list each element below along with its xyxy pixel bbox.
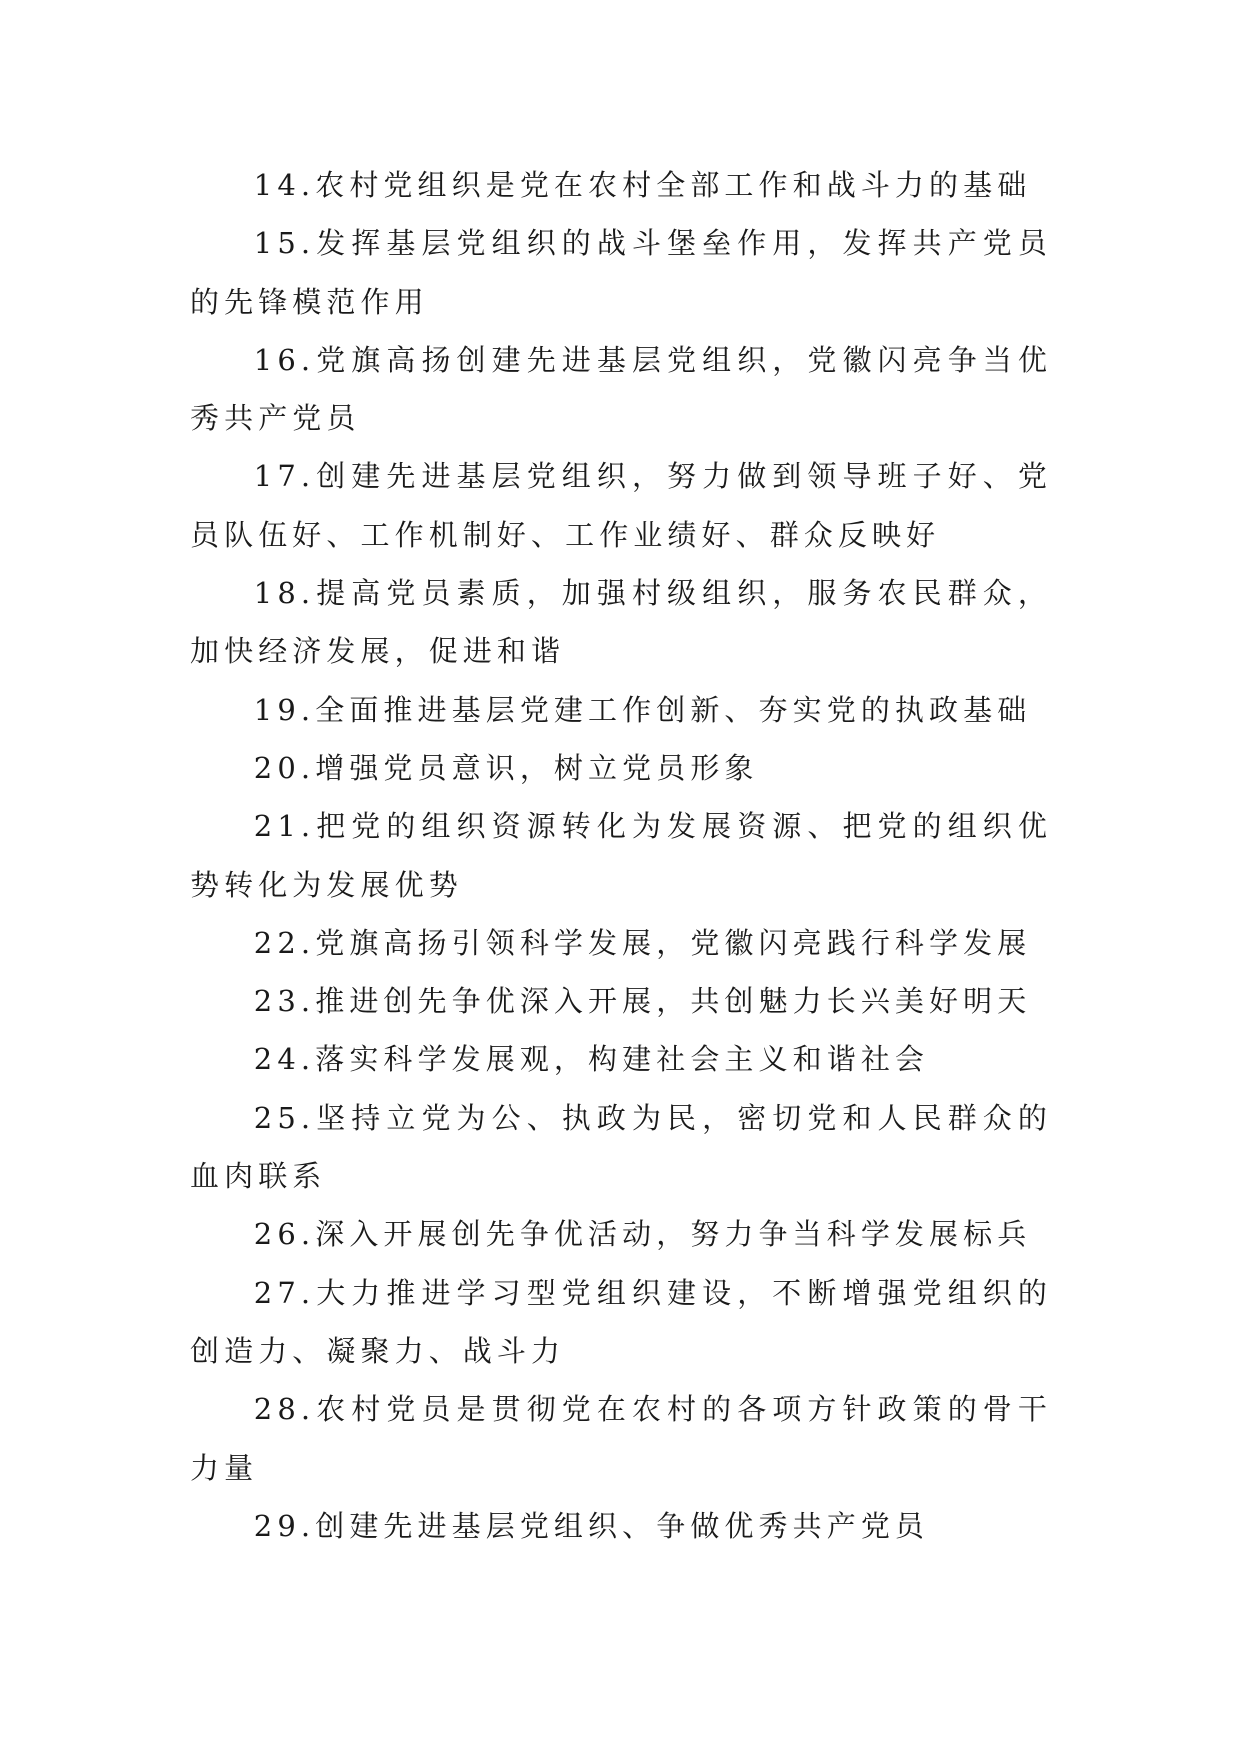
slogan-item-24: 24.落实科学发展观，构建社会主义和谐社会 (253, 1042, 930, 1077)
slogan-item-23: 23.推进创先争优深入开展，共创魅力长兴美好明天 (253, 984, 1032, 1019)
slogan-item-17: 17.创建先进基层党组织，努力做到领导班子好、党员队伍好、工作机制好、工作业绩好、群众反映好 (190, 459, 1052, 552)
slogan-item-19: 19.全面推进基层党建工作创新、夯实党的执政基础 (253, 692, 1032, 727)
slogan-item-16: 16.党旗高扬创建先进基层党组织，党徽闪亮争当优秀共产党员 (190, 342, 1052, 436)
slogan-item-29: 29.创建先进基层党组织、争做优秀共产党员 (253, 1508, 930, 1543)
slogan-item-14: 14.农村党组织是党在农村全部工作和战斗力的基础 (253, 168, 1032, 202)
slogan-item-26: 26.深入开展创先争优活动，努力争当科学发展标兵 (253, 1217, 1032, 1252)
slogan-list (190, 156, 1052, 1555)
slogan-item-25: 25.坚持立党为公、执政为民，密切党和人民群众的血肉联系 (190, 1100, 1052, 1194)
slogan-item-18: 18.提高党员素质，加强村级组织，服务农民群众，加快经济发展，促进和谐 (190, 576, 1052, 669)
slogan-item-15: 15.发挥基层党组织的战斗堡垒作用，发挥共产党员的先锋模范作用 (190, 226, 1052, 319)
slogan-item-21: 21.把党的组织资源转化为发展资源、把党的组织优势转化为发展优势 (190, 809, 1052, 902)
slogan-item-20: 20.增强党员意识，树立党员形象 (253, 750, 759, 785)
slogan-item-27: 27.大力推进学习型党组织建设，不断增强党组织的创造力、凝聚力、战斗力 (190, 1275, 1052, 1368)
slogan-item-28: 28.农村党员是贯彻党在农村的各项方针政策的骨干力量 (190, 1392, 1052, 1485)
slogan-item-22: 22.党旗高扬引领科学发展，党徽闪亮践行科学发展 (253, 925, 1032, 960)
